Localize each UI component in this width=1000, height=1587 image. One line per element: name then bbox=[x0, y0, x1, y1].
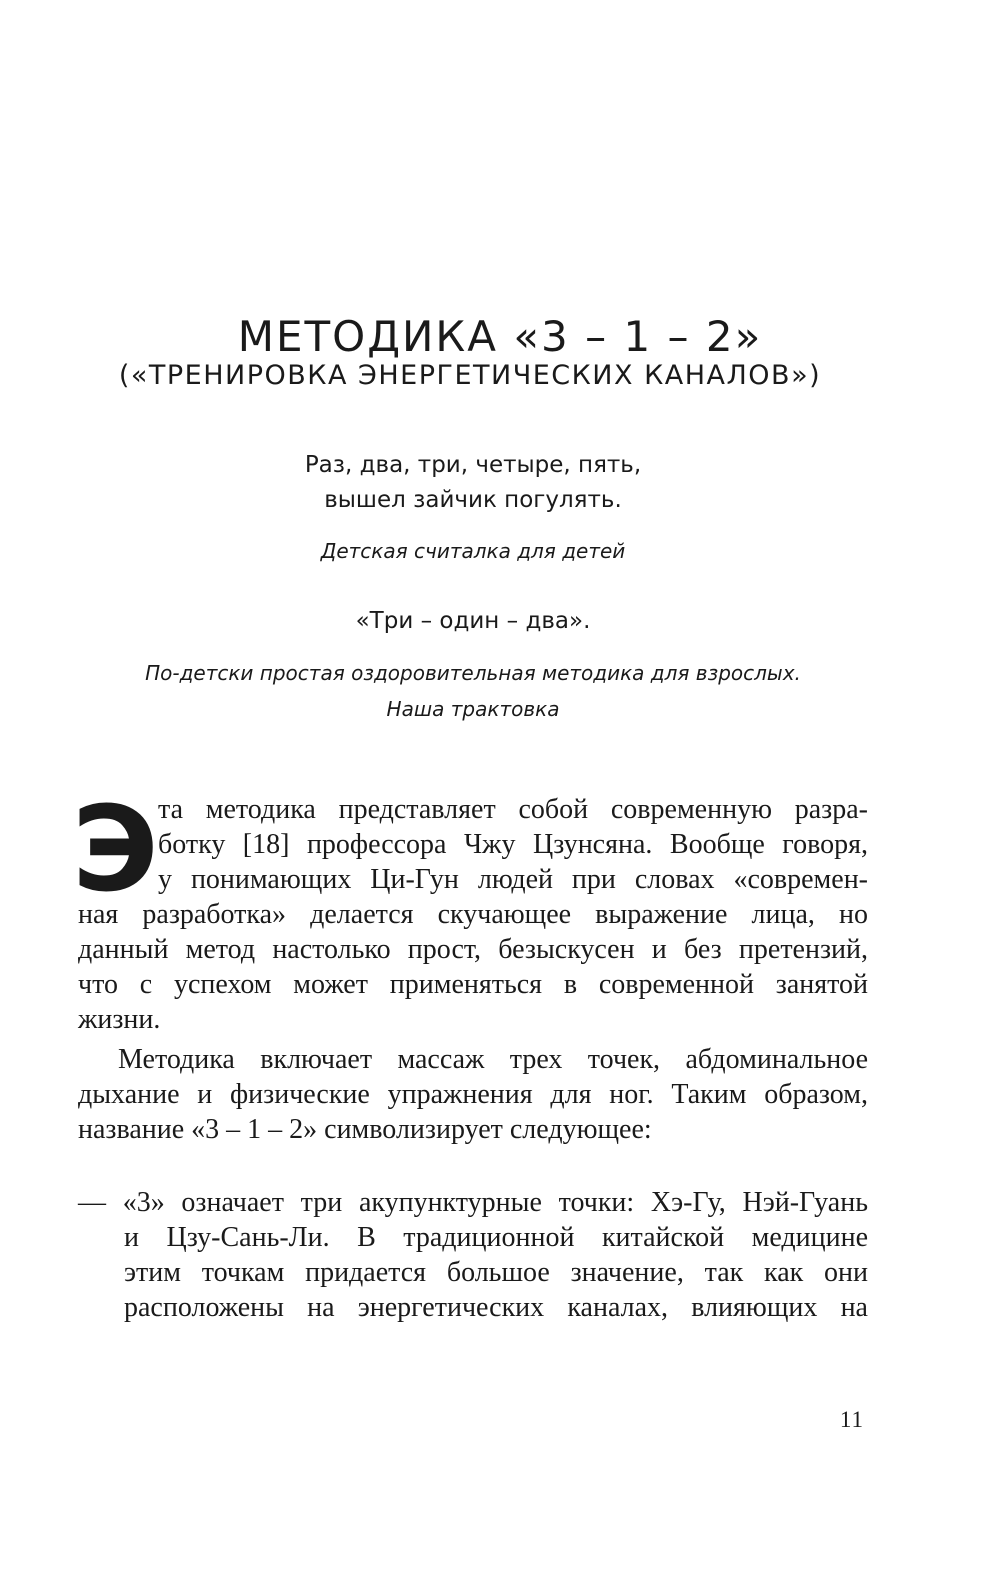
paragraph-2-line: дыхание и физические упражнения для ног. Таким образом, bbox=[78, 1079, 868, 1110]
page-number: 11 bbox=[839, 1407, 864, 1432]
epigraph-rhyme-source: Детская считалка для детей bbox=[320, 539, 626, 563]
epigraph-rhyme-line-1: Раз, два, три, четыре, пять, bbox=[304, 452, 642, 478]
paragraph-1-line: ботку [18] профессора Чжу Цзунсяна. Вообще говоря, bbox=[158, 829, 868, 860]
chapter-title: МЕТОДИКА «3 – 1 – 2» bbox=[237, 312, 763, 362]
paragraph-1-line: та методика представляет собой современную разра- bbox=[158, 794, 868, 825]
paragraph-2 bbox=[78, 1042, 868, 1147]
paragraph-2-line: название «3 – 1 – 2» символизирует следующее: bbox=[78, 1114, 652, 1145]
paragraph-1-line: у понимающих Ци-Гун людей при словах «современ- bbox=[158, 864, 868, 895]
paragraph-1 bbox=[78, 792, 868, 1037]
drop-cap: Э bbox=[72, 780, 159, 918]
paragraph-2-line: Методика включает массаж трех точек, абдоминальное bbox=[118, 1044, 868, 1075]
epigraph-method-source-2: Наша трактовка bbox=[386, 697, 560, 721]
epigraph-rhyme-line-2: вышел зайчик погулять. bbox=[324, 487, 622, 513]
list-item-1-line: — «3» означает три акупунктурные точки: Хэ-Гу, Нэй-Гуань bbox=[78, 1187, 868, 1218]
paragraph-1-line: ная разработка» делается скучающее выражение лица, но bbox=[78, 899, 868, 930]
epigraph-method-line: «Три – один – два». bbox=[355, 608, 591, 634]
list-item-1-line: расположены на энергетических каналах, влияющих на bbox=[124, 1292, 868, 1323]
paragraph-1-line: данный метод настолько прост, безыскусен и без претензий, bbox=[78, 934, 868, 965]
paragraph-1-line: жизни. bbox=[78, 1004, 161, 1035]
list-item-1-line: этим точкам придается большое значение, так как они bbox=[124, 1257, 868, 1288]
chapter-subtitle: («ТРЕНИРОВКА ЭНЕРГЕТИЧЕСКИХ КАНАЛОВ») bbox=[118, 360, 822, 391]
epigraph-method-source-1: По-детски простая оздоровительная методика для взрослых. bbox=[145, 661, 801, 685]
list-item-1-line: и Цзу-Сань-Ли. В традиционной китайской медицине bbox=[124, 1222, 868, 1253]
list-item-1 bbox=[78, 1185, 868, 1325]
paragraph-1-line: что с успехом может применяться в современной занятой bbox=[78, 969, 868, 1000]
